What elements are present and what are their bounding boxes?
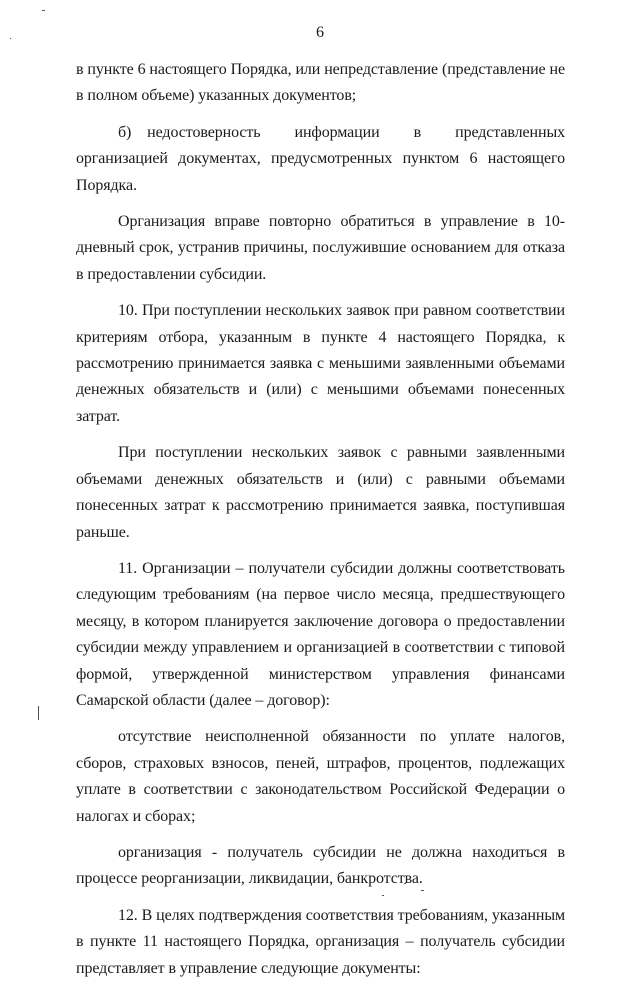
- scan-artifact: [42, 10, 45, 11]
- page-number: 6: [316, 24, 324, 41]
- document-body: [76, 57, 565, 982]
- paragraph-continuation: в пункте 6 настоящего Порядка, или непредставление (представление не в полном объеме) указанных документов;: [76, 61, 565, 105]
- paragraph-clause-10: 10. При поступлении нескольких заявок при равном соответствии критериям отбора, указанным в пункте 4 настоящего Порядка, к рассмотрению принимается заявка с меньшими заявленными объемами денежных обязательств и (или) с меньшими объемами понесенных затрат.: [76, 302, 565, 425]
- paragraph-clause-12: 12. В целях подтверждения соответствия требованиям, указанным в пункте 11 настоящего Порядка, организация – получатель субсидии представляет в управление следующие документы:: [76, 906, 565, 977]
- paragraph-no-reorganization: организация - получатель субсидии не должна находиться в процессе реорганизации, ликвидации, банкротства.: [76, 843, 565, 888]
- paragraph-resubmission: Организация вправе повторно обратиться в управление в 10-дневный срок, устранив причины, послужившие основанием для отказа в предоставлении субсидии.: [76, 213, 565, 283]
- paragraph-equal-volumes: При поступлении нескольких заявок с равными заявленными объемами денежных обязательств и (или) с равными объемами понесенных затрат к рассмотрению принимается заявка, поступившая раньше.: [76, 444, 565, 541]
- scan-artifact: [38, 706, 39, 720]
- paragraph-clause-11: 11. Организации – получатели субсидии должны соответствовать следующим требованиям (на первое число месяца, предшествующего месяцу, в котором планируется заключение договора о предоставлении субсидии между управлением и организацией в соответствии с типовой формой, утвержденной министерством управления финансами Самарской области (далее – договор):: [76, 559, 565, 709]
- paragraph-item-b: б) недостоверность информации в представленных организацией документах, предусмотренных пунктом 6 настоящего Порядка.: [76, 123, 565, 194]
- paragraph-no-tax-debt: отсутствие неисполненной обязанности по уплате налогов, сборов, страховых взносов, пеней, штрафов, процентов, подлежащих уплате в соответствии с законодательством Российской Федерации о налогах и сборах;: [76, 728, 565, 825]
